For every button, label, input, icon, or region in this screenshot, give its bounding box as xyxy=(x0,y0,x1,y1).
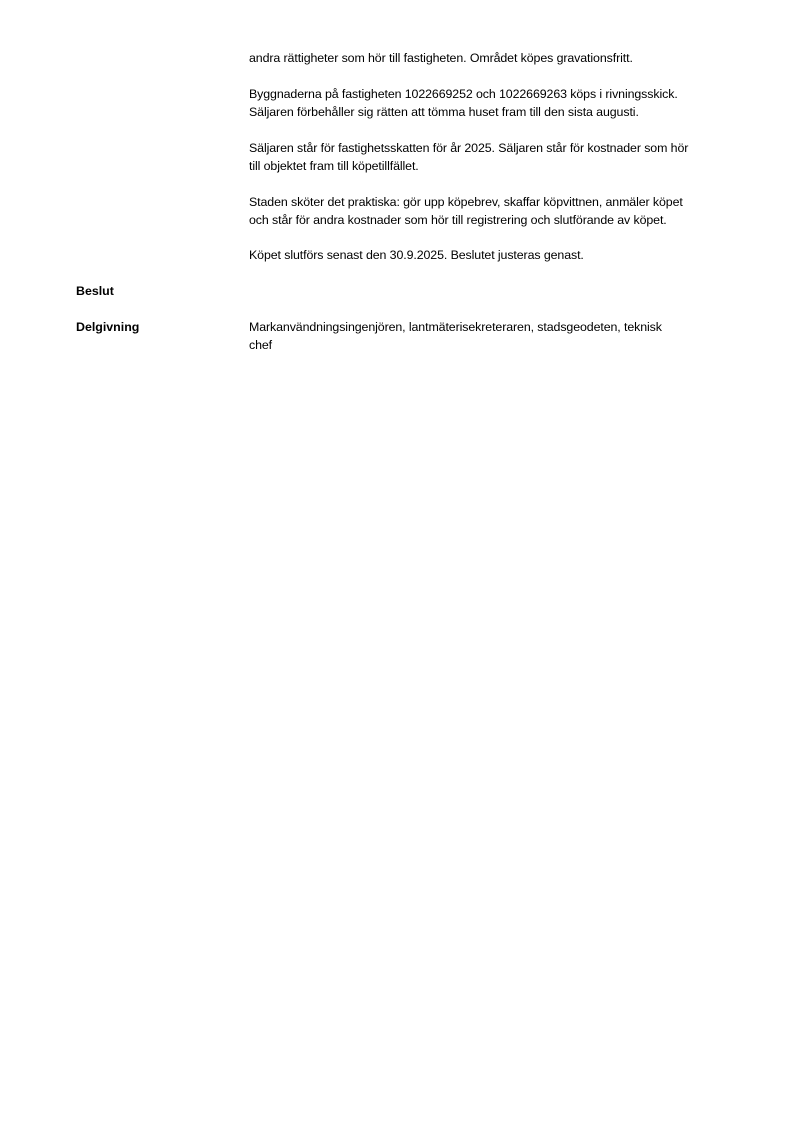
paragraph-rights xyxy=(249,49,749,67)
paragraph-line: andra rättigheter som hör till fastigheten. Området köpes gravationsfritt. xyxy=(249,51,633,65)
paragraph-property-tax xyxy=(249,139,749,175)
paragraph-line: Säljaren förbehåller sig rätten att tömma huset fram till den sista augusti. xyxy=(249,105,639,119)
paragraph-line: Köpet slutförs senast den 30.9.2025. Beslutet justeras genast. xyxy=(249,248,584,262)
delgivning-recipients xyxy=(249,318,749,354)
beslut-heading: Beslut xyxy=(76,284,114,298)
paragraph-completion xyxy=(249,246,749,264)
paragraph-practicalities xyxy=(249,193,749,229)
recipients-line: chef xyxy=(249,338,273,352)
recipients-line: Markanvändningsingenjören, lantmäterisekreteraren, stadsgeodeten, teknisk xyxy=(249,320,662,334)
paragraph-line: och står för andra kostnader som hör till registrering och slutförande av köpet. xyxy=(249,213,667,227)
paragraph-line: Säljaren står för fastighetsskatten för år 2025. Säljaren står för kostnader som hör xyxy=(249,141,689,155)
paragraph-line: Staden sköter det praktiska: gör upp köpebrev, skaffar köpvittnen, anmäler köpet xyxy=(249,195,683,209)
delgivning-heading: Delgivning xyxy=(76,320,140,334)
paragraph-line: till objektet fram till köpetillfället. xyxy=(249,159,419,173)
paragraph-line: Byggnaderna på fastigheten 1022669252 och 1022669263 köps i rivningsskick. xyxy=(249,87,678,101)
paragraph-buildings xyxy=(249,85,749,121)
